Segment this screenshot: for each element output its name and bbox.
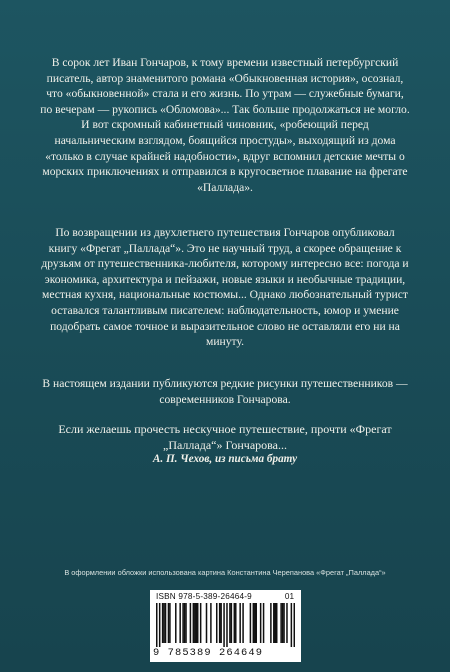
barcode-bar: [239, 603, 241, 643]
barcode-bar: [159, 603, 161, 647]
barcode-bar: [175, 603, 177, 643]
barcode-icon: [156, 603, 295, 647]
barcode-bar: [254, 603, 256, 643]
barcode-bar: [283, 603, 285, 643]
barcode-bar: [263, 603, 265, 643]
annotation-paragraph-3: В настоящем издании публикуются редкие рисунки путешественников — современников Гончарова.: [42, 377, 408, 406]
barcode-bar: [168, 603, 170, 643]
barcode-digits: 9 785389 264649: [153, 647, 264, 659]
barcode-bar: [250, 603, 252, 643]
barcode-bar: [196, 603, 198, 643]
barcode-bar: [169, 603, 171, 643]
barcode-bar: [163, 603, 165, 643]
isbn-number: ISBN 978-5-389-26464-9: [156, 592, 252, 601]
barcode-bar: [223, 603, 225, 647]
barcode-bar: [197, 603, 199, 643]
barcode-bar: [273, 603, 275, 643]
barcode-bar: [190, 603, 192, 643]
annotation-paragraph-2: По возвращении из двухлетнего путешествия Гончаров опубликовал книгу «Фрегат „Паллада“». Это не научный труд, а скорее обращение к друзьям от путешественника-любителя, которому интересно все: погода и экономика, архитектура и пейзажи, новые языки и необычные традиции, местная кухня, национальные костюмы... Однако любознательный турист оставался талантливым писателем: наблюдательность, юмор и умение подобрать самое точное и выразительное слово не оставляли его ни на минуту.: [41, 226, 409, 349]
barcode-bar: [229, 603, 231, 643]
barcode-bar: [294, 603, 295, 647]
barcode-bar: [216, 603, 218, 643]
barcode-bar: [231, 603, 233, 643]
barcode-bar: [179, 603, 181, 643]
barcode-bar: [184, 603, 186, 643]
barcode-bar: [276, 603, 278, 643]
barcode-bar: [156, 603, 158, 647]
barcode-bar: [242, 603, 244, 643]
barcode-bar: [280, 603, 282, 643]
barcode-bar: [182, 603, 184, 643]
barcode-bar: [282, 603, 284, 643]
barcode-bar: [291, 603, 293, 647]
barcode-bar: [286, 603, 288, 643]
barcode-bar: [200, 603, 202, 643]
barcode-bar: [165, 603, 167, 643]
barcode-bar: [226, 603, 228, 647]
barcode-bar: [255, 603, 257, 643]
barcode-bar: [220, 603, 222, 643]
barcode-bar: [193, 603, 195, 643]
annotation-paragraph-1: В сорок лет Иван Гончаров, к тому времени известный петербургский писатель, автор знаменитого романа «Обыкновенная история», осознал, что «обыкновенной» стала и его жизнь. По утрам — служебные бумаги, по вечерам — рукопись «Обломова»... Так больше продолжаться не могло. И вот скромный кабинетный чиновник, «робеющий перед начальническим взглядом, боящийся простуды», выходящий из дома «только в случае крайней надобности», вдруг вспомнил детские мечты о морских приключениях и отправился в кругосветное плавание на фрегате «Паллада».: [40, 56, 410, 194]
barcode-bar: [162, 603, 164, 643]
barcode-bar: [194, 603, 196, 643]
barcode-bar: [253, 603, 255, 643]
cover-art-credit: В оформлении обложки использована картина Константина Черепанова «Фрегат „Паллада“»: [64, 568, 386, 577]
barcode-bar: [206, 603, 208, 643]
barcode-bar: [219, 603, 221, 643]
barcode-label: [150, 590, 301, 662]
quote-signature: А. П. Чехов, из письма брату: [152, 453, 298, 465]
barcode-bar: [270, 603, 272, 643]
barcode-bar: [234, 603, 236, 643]
barcode-bar: [185, 603, 187, 643]
barcode-bar: [260, 603, 262, 643]
barcode-bar: [275, 603, 277, 643]
barcode-bar: [210, 603, 212, 643]
barcode-addon: 01: [284, 592, 294, 601]
barcode-bar: [235, 603, 237, 643]
quote-text: Если желаешь прочесть нескучное путешествие, прочти «Фрегат „Паллада“» Гончарова...: [58, 422, 392, 452]
